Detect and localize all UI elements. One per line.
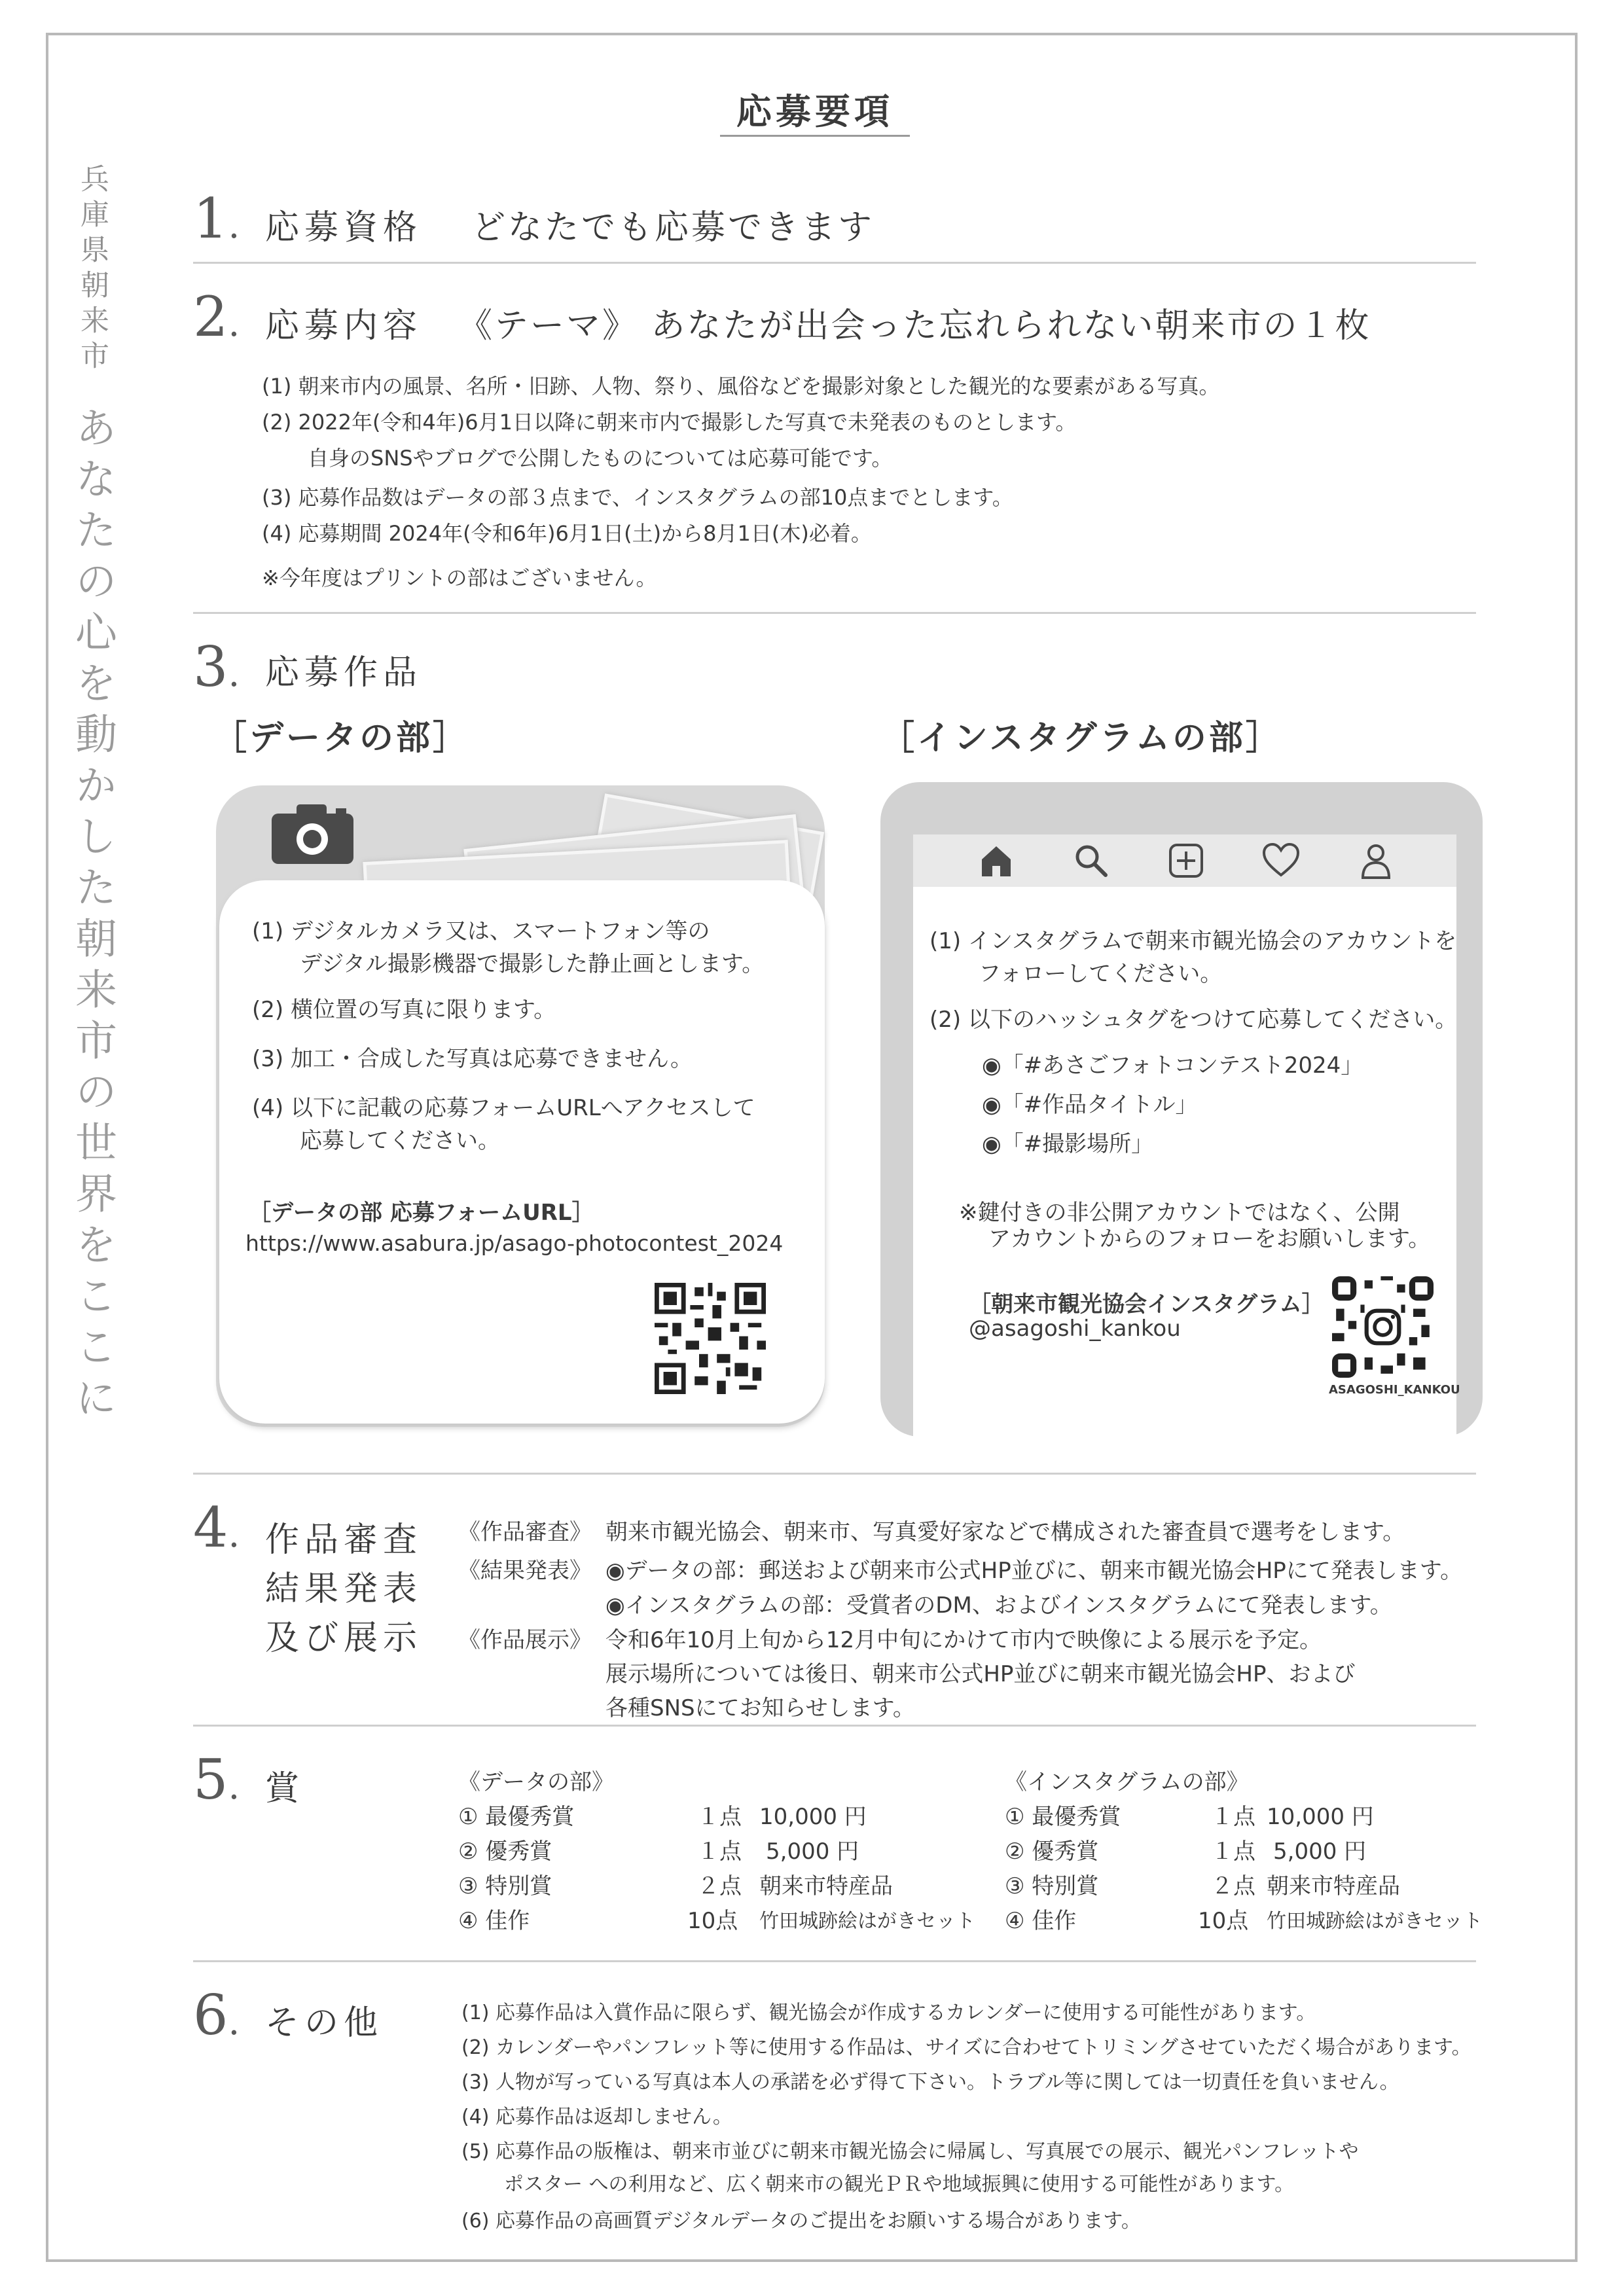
result-text: ◉インスタグラムの部：受賞者のDM、およびインスタグラムにて発表します。: [605, 1592, 1392, 1619]
section-6-item: (5) 応募作品の版権は、朝来市並びに朝来市観光協会に帰属し、写真展での展示、観光パンフレットや: [461, 2140, 1359, 2163]
section-4-number: 4.: [193, 1496, 240, 1560]
data-item: (3) 加工・合成した写真は応募できません。: [252, 1046, 693, 1072]
page-title: 応募要項: [736, 91, 893, 132]
data-item: (4) 以下に記載の応募フォームURLへアクセスして: [252, 1095, 755, 1121]
insta-note: ※鍵付きの非公開アカウントではなく、公開: [959, 1200, 1400, 1226]
section-6-item: ポスター への利用など、広く朝来市の観光ＰＲや地域振興に使用する可能性があります。: [504, 2173, 1295, 2196]
prize-name: ④ 佳作: [1005, 1908, 1077, 1934]
section-2-title: 応募内容: [265, 306, 423, 346]
section-4-title: 及び展示: [265, 1619, 423, 1658]
data-form-label: ［データの部 応募フォームURL］: [249, 1200, 594, 1226]
prize-count: １点: [1211, 1839, 1255, 1865]
section-6-item: (4) 応募作品は返却しません。: [461, 2106, 732, 2128]
qr-caption: ASAGOSHI_KANKOU: [1329, 1383, 1460, 1397]
prize-count: １点: [697, 1839, 742, 1865]
exhibit-label: 《作品展示》: [458, 1627, 592, 1653]
add-post-icon[interactable]: [1166, 841, 1206, 880]
section-2-item: 自身のSNSやブログで公開したものについては応募可能です。: [308, 446, 893, 471]
hashtag: ◉「#撮影場所」: [982, 1131, 1154, 1157]
insta-item: フォローしてください。: [979, 961, 1223, 987]
insta-account-label: ［朝来市観光協会インスタグラム］: [969, 1291, 1324, 1318]
divider: [193, 262, 1476, 264]
section-3-title: 応募作品: [265, 653, 423, 692]
section-6-item: (1) 応募作品は入賞作品に限らず、観光協会が作成するカレンダーに使用する可能性があります。: [461, 2001, 1316, 2024]
insta-item: (2) 以下のハッシュタグをつけて応募してください。: [929, 1007, 1458, 1033]
qr-code-icon[interactable]: [655, 1283, 766, 1394]
prize-name: ③ 特別賞: [1005, 1873, 1099, 1899]
prize-data-heading: 《データの部》: [458, 1769, 614, 1795]
section-2-item: (1) 朝来市内の風景、名所・旧跡、人物、祭り、風俗などを撮影対象とした観光的な要素がある写真。: [262, 374, 1220, 399]
prize-count: １点: [697, 1804, 742, 1830]
hashtag: ◉「#作品タイトル」: [982, 1092, 1198, 1118]
insta-item: (1) インスタグラムで朝来市観光協会のアカウントを: [929, 928, 1457, 954]
prize-name: ④ 佳作: [458, 1908, 530, 1934]
prize-count: 10点: [1198, 1908, 1249, 1934]
review-label: 《作品審査》: [458, 1519, 592, 1545]
data-item: (2) 横位置の写真に限ります。: [252, 997, 556, 1023]
section-1-title: 応募資格: [265, 208, 423, 247]
divider: [193, 1473, 1476, 1475]
section-3-number: 3.: [193, 635, 240, 699]
exhibit-text: 令和6年10月上旬から12月中旬にかけて市内で映像による展示を予定。: [605, 1627, 1322, 1653]
section-1-number: 1.: [193, 187, 240, 251]
side-prefecture: 兵庫県朝来市: [75, 164, 109, 376]
prize-count: １点: [1211, 1804, 1255, 1830]
divider: [193, 612, 1476, 614]
exhibit-text: 各種SNSにてお知らせします。: [605, 1695, 915, 1721]
divider: [193, 1960, 1476, 1962]
prize-name: ① 最優秀賞: [458, 1804, 575, 1830]
prize-value: 竹田城跡絵はがきセット: [759, 1910, 975, 1933]
section-5-title: 賞: [265, 1769, 305, 1808]
data-item: (1) デジタルカメラ又は、スマートフォン等の: [252, 918, 710, 944]
prize-name: ③ 特別賞: [458, 1873, 552, 1899]
data-item: デジタル撮影機器で撮影した静止画とします。: [300, 951, 765, 977]
side-catchphrase: あなたの心を動かした朝来市の世界をここに: [68, 406, 117, 1427]
section-6-item: (6) 応募作品の高画質デジタルデータのご提出をお願いする場合があります。: [461, 2210, 1141, 2233]
result-text: ◉データの部：郵送および朝来市公式HP並びに、朝来市観光協会HPにて発表します。: [605, 1558, 1463, 1584]
profile-icon[interactable]: [1356, 841, 1396, 880]
section-6-item: (3) 人物が写っている写真は本人の承諾を必ず得て下さい。トラブル等に関しては一切責任を負いません。: [461, 2071, 1399, 2094]
insta-note: アカウントからのフォローをお願いします。: [988, 1226, 1431, 1252]
prize-value: 10,000 円: [1267, 1804, 1374, 1830]
insta-account[interactable]: @asagoshi_kankou: [969, 1316, 1181, 1342]
prize-value: 竹田城跡絵はがきセット: [1267, 1910, 1483, 1933]
data-form-url[interactable]: https://www.asabura.jp/asago-photocontest_2024: [245, 1230, 784, 1256]
hashtag: ◉「#あさごフォトコンテスト2024」: [982, 1052, 1363, 1079]
result-label: 《結果発表》: [458, 1558, 592, 1584]
instagram-category-heading: ［インスタグラムの部］: [880, 719, 1282, 758]
section-5-number: 5.: [193, 1748, 240, 1812]
prize-value: 朝来市特産品: [759, 1873, 893, 1899]
section-6-item: (2) カレンダーやパンフレット等に使用する作品は、サイズに合わせてトリミングさせていただく場合があります。: [461, 2036, 1471, 2059]
section-2-note: ※今年度はプリントの部はございません。: [262, 565, 657, 590]
section-2-item: (2) 2022年(令和4年)6月1日以降に朝来市内で撮影した写真で未発表のものとします。: [262, 410, 1077, 435]
exhibit-text: 展示場所については後日、朝来市公式HP並びに朝来市観光協会HP、および: [605, 1661, 1356, 1687]
prize-name: ② 優秀賞: [1005, 1839, 1099, 1865]
prize-value: 朝来市特産品: [1267, 1873, 1400, 1899]
review-text: 朝来市観光協会、朝来市、写真愛好家などで構成された審査員で選考をします。: [605, 1519, 1405, 1545]
prize-count: 10点: [687, 1908, 738, 1934]
camera-icon: [272, 802, 353, 864]
divider: [193, 1725, 1476, 1727]
prize-value: 5,000 円: [1273, 1839, 1367, 1865]
section-4-title: 結果発表: [265, 1570, 423, 1609]
prize-value: 5,000 円: [766, 1839, 859, 1865]
qr-code-icon[interactable]: [1332, 1276, 1434, 1378]
prize-count: ２点: [1211, 1873, 1255, 1899]
section-1-body: どなたでも応募できます: [471, 208, 875, 247]
prize-name: ② 優秀賞: [458, 1839, 552, 1865]
heart-icon[interactable]: [1261, 841, 1301, 880]
section-2-number: 2.: [193, 285, 240, 349]
section-6-title: その他: [265, 2003, 384, 2043]
section-6-number: 6.: [193, 1983, 240, 2047]
section-2-item: (4) 応募期間 2024年(令和6年)6月1日(土)から8月1日(木)必着。: [262, 521, 872, 546]
prize-count: ２点: [697, 1873, 742, 1899]
title-underline: [720, 135, 910, 137]
section-4-title: 作品審査: [265, 1520, 423, 1560]
section-2-theme: 《テーマ》 あなたが出会った忘れられない朝来市の１枚: [458, 306, 1371, 346]
home-icon[interactable]: [977, 841, 1016, 880]
prize-value: 10,000 円: [759, 1804, 867, 1830]
search-icon[interactable]: [1072, 841, 1111, 880]
prize-name: ① 最優秀賞: [1005, 1804, 1121, 1830]
data-category-heading: ［データの部］: [213, 719, 470, 758]
data-item: 応募してください。: [300, 1128, 500, 1154]
prize-insta-heading: 《インスタグラムの部》: [1005, 1769, 1249, 1795]
section-2-item: (3) 応募作品数はデータの部３点まで、インスタグラムの部10点までとします。: [262, 485, 1013, 510]
